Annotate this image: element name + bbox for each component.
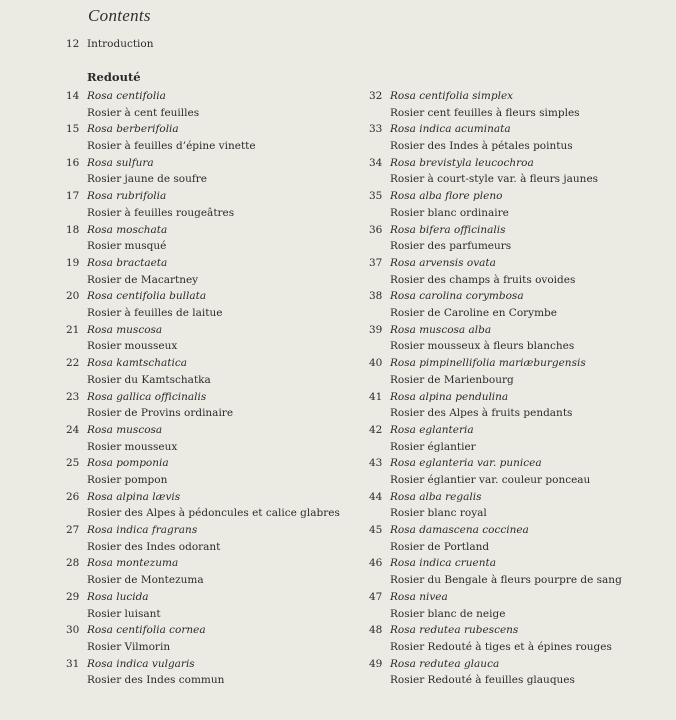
toc-column-left <box>66 88 340 689</box>
page-number: 27 <box>66 524 80 537</box>
toc-entry-latin-line <box>66 355 340 372</box>
toc-entry-latin-line <box>369 255 622 272</box>
toc-column-right <box>369 88 622 689</box>
toc-entry-latin-line <box>369 188 622 205</box>
latin-name: Rosa alba flore pleno <box>390 190 503 203</box>
latin-name: Rosa centifolia bullata <box>87 290 207 303</box>
common-name: Rosier du Bengale à fleurs pourpre de sang <box>390 574 622 587</box>
page-number: 31 <box>66 657 80 670</box>
latin-name: Rosa lucida <box>87 590 149 603</box>
page-number: 30 <box>66 624 80 637</box>
common-name: Rosier des Indes commun <box>87 674 225 687</box>
toc-entry-latin-line <box>369 389 622 406</box>
toc-entry[interactable] <box>369 222 622 255</box>
toc-entry[interactable] <box>369 389 622 422</box>
toc-entry-latin-line <box>369 121 622 138</box>
section-heading: Redouté <box>87 70 141 84</box>
latin-name: Rosa gallica officinalis <box>87 390 207 403</box>
toc-entry-latin-line <box>66 188 340 205</box>
common-name: Rosier des Indes odorant <box>87 540 221 553</box>
toc-entry[interactable] <box>66 222 340 255</box>
toc-entry[interactable] <box>66 589 340 622</box>
common-name: Rosier mousseux <box>87 440 178 453</box>
latin-name: Rosa moschata <box>87 223 168 236</box>
page-number: 25 <box>66 457 80 470</box>
common-name: Rosier à court-style var. à fleurs jaunes <box>390 173 599 186</box>
toc-entry[interactable] <box>66 322 340 355</box>
toc-entry-latin-line <box>66 489 340 506</box>
toc-entry-latin-line <box>66 121 340 138</box>
toc-entry[interactable] <box>369 656 622 689</box>
toc-entry[interactable] <box>369 489 622 522</box>
latin-name: Rosa indica vulgaris <box>87 657 195 670</box>
latin-name: Rosa alpina lævis <box>87 490 181 503</box>
toc-entry-latin-line <box>369 355 622 372</box>
latin-name: Rosa pimpinellifolia mariæburgensis <box>390 357 586 370</box>
page-number: 44 <box>369 490 383 503</box>
toc-entry[interactable] <box>369 355 622 388</box>
toc-entry-latin-line <box>66 455 340 472</box>
toc-entry-latin-line <box>369 322 622 339</box>
page-number: 17 <box>66 190 80 203</box>
latin-name: Rosa alpina pendulina <box>390 390 509 403</box>
toc-entry[interactable] <box>66 188 340 221</box>
latin-name: Rosa muscosa <box>87 323 163 336</box>
toc-entry[interactable] <box>66 489 340 522</box>
page-number: 36 <box>369 223 383 236</box>
latin-name: Rosa centifolia <box>87 90 166 102</box>
toc-entry-latin-line <box>66 322 340 339</box>
toc-entry-latin-line <box>369 422 622 439</box>
common-name: Rosier de Montezuma <box>87 574 204 587</box>
page-title: Contents <box>88 6 151 25</box>
common-name: Rosier à feuilles rougeâtres <box>87 206 235 219</box>
toc-entry-latin-line <box>369 222 622 239</box>
page-number: 24 <box>66 423 80 436</box>
common-name: Rosier du Kamtschatka <box>87 373 211 386</box>
page-number: 45 <box>369 524 383 537</box>
latin-name: Rosa centifolia simplex <box>390 90 514 102</box>
page-number: 16 <box>66 156 80 169</box>
page-number: 19 <box>66 256 80 269</box>
latin-name: Rosa redutea rubescens <box>390 624 519 637</box>
toc-entry[interactable] <box>369 155 622 188</box>
toc-entry[interactable] <box>66 155 340 188</box>
latin-name: Rosa damascena coccinea <box>390 524 529 537</box>
page-number: 23 <box>66 390 80 403</box>
latin-name: Rosa carolina corymbosa <box>390 290 524 303</box>
page-number: 38 <box>369 290 383 303</box>
toc-entry[interactable] <box>66 555 340 588</box>
page-number: 18 <box>66 223 80 236</box>
page-number: 22 <box>66 357 80 370</box>
toc-entry[interactable] <box>369 121 622 154</box>
toc-entry-latin-line <box>66 622 340 639</box>
latin-name: Rosa alba regalis <box>390 490 482 503</box>
common-name: Rosier luisant <box>87 607 161 620</box>
common-name: Rosier blanc de neige <box>390 607 506 620</box>
common-name: Rosier Vilmorin <box>87 640 171 653</box>
toc-intro-entry[interactable] <box>66 38 154 50</box>
page-number: 49 <box>369 657 383 670</box>
latin-name: Rosa bractaeta <box>87 256 168 269</box>
toc-entry[interactable] <box>369 555 622 588</box>
common-name: Rosier à feuilles d’épine vinette <box>87 140 256 153</box>
latin-name: Rosa sulfura <box>87 156 154 169</box>
toc-entry-latin-line <box>66 589 340 606</box>
latin-name: Rosa indica cruenta <box>390 557 497 570</box>
page-number: 35 <box>369 190 383 203</box>
common-name: Rosier des Alpes à fruits pendants <box>390 407 573 420</box>
toc-entry-latin-line <box>66 88 340 105</box>
toc-entry-latin-line <box>369 489 622 506</box>
common-name: Rosier de Provins ordinaire <box>87 407 234 420</box>
toc-entry-latin-line <box>66 522 340 539</box>
toc-entry[interactable] <box>66 422 340 455</box>
common-name: Rosier des Alpes à pédoncules et calice glabres <box>87 507 340 520</box>
page-number: 32 <box>369 90 383 102</box>
toc-entry-latin-line <box>66 389 340 406</box>
page-number: 43 <box>369 457 383 470</box>
latin-name: Rosa nivea <box>390 590 448 603</box>
latin-name: Rosa centifolia cornea <box>87 624 206 637</box>
toc-entry-latin-line <box>369 288 622 305</box>
common-name: Rosier mousseux <box>87 340 178 353</box>
page-number: 29 <box>66 590 80 603</box>
common-name: Rosier Redouté à tiges et à épines rouges <box>390 640 612 653</box>
toc-entry-latin-line <box>369 155 622 172</box>
toc-entry[interactable] <box>66 88 340 121</box>
toc-entry-latin-line <box>369 455 622 472</box>
page-number: 20 <box>66 290 80 303</box>
latin-name: Rosa eglanteria <box>390 423 474 436</box>
common-name: Rosier blanc ordinaire <box>390 206 509 219</box>
toc-entry[interactable] <box>369 322 622 355</box>
toc-entry[interactable] <box>369 622 622 655</box>
toc-entry-latin-line <box>369 555 622 572</box>
page-number: 33 <box>369 123 383 136</box>
toc-entry-latin-line <box>66 155 340 172</box>
common-name: Rosier de Marienbourg <box>390 373 514 386</box>
common-name: Rosier églantier <box>390 440 476 453</box>
toc-entry[interactable] <box>369 455 622 488</box>
latin-name: Rosa pomponia <box>87 457 169 470</box>
common-name: Rosier des Indes à pétales pointus <box>390 140 573 153</box>
common-name: Rosier de Portland <box>390 540 490 553</box>
page-number: 39 <box>369 323 383 336</box>
latin-name: Rosa montezuma <box>87 557 179 570</box>
toc-entry[interactable] <box>369 422 622 455</box>
page-number: 15 <box>66 123 80 136</box>
page-number: 48 <box>369 624 383 637</box>
common-name: Rosier à cent feuilles <box>87 106 200 119</box>
page-number: 26 <box>66 490 80 503</box>
common-name: Rosier des champs à fruits ovoides <box>390 273 576 286</box>
page-number: 40 <box>369 357 383 370</box>
common-name: Rosier églantier var. couleur ponceau <box>390 473 591 486</box>
toc-entry[interactable] <box>66 355 340 388</box>
common-name: Rosier blanc royal <box>390 507 487 520</box>
latin-name: Rosa redutea glauca <box>390 657 500 670</box>
toc-entry-latin-line <box>66 222 340 239</box>
latin-name: Rosa muscosa <box>87 423 163 436</box>
toc-entry-latin-line <box>66 656 340 673</box>
toc-entry-latin-line <box>66 555 340 572</box>
toc-entry[interactable] <box>369 188 622 221</box>
page-number: 12 <box>66 38 80 50</box>
common-name: Rosier mousseux à fleurs blanches <box>390 340 575 353</box>
toc-entry[interactable] <box>369 255 622 288</box>
toc-entry[interactable] <box>66 121 340 154</box>
common-name: Rosier à feuilles de laitue <box>87 307 223 320</box>
latin-name: Rosa bifera officinalis <box>390 223 506 236</box>
common-name: Rosier pompon <box>87 473 168 486</box>
toc-entry-latin-line <box>369 589 622 606</box>
page-number: 42 <box>369 423 383 436</box>
toc-entry[interactable] <box>369 522 622 555</box>
latin-name: Rosa indica fragrans <box>87 524 198 537</box>
common-name: Rosier de Caroline en Corymbe <box>390 307 557 320</box>
toc-entry-latin-line <box>369 656 622 673</box>
page-number: 46 <box>369 557 383 570</box>
toc-entry-latin-line <box>369 88 622 105</box>
page-number: 28 <box>66 557 80 570</box>
latin-name: Rosa kamtschatica <box>87 357 188 370</box>
latin-name: Rosa arvensis ovata <box>390 256 496 269</box>
page-number: 34 <box>369 156 383 169</box>
toc-entry-latin-line <box>369 522 622 539</box>
toc-entry[interactable] <box>369 288 622 321</box>
common-name: Rosier des parfumeurs <box>390 240 512 253</box>
entry-label: Introduction <box>87 38 154 50</box>
page-number: 41 <box>369 390 383 403</box>
common-name: Rosier Redouté à feuilles glauques <box>390 674 575 687</box>
page-number: 21 <box>66 323 80 336</box>
toc-entry-latin-line <box>66 288 340 305</box>
latin-name: Rosa indica acuminata <box>390 123 511 136</box>
common-name: Rosier musqué <box>87 240 167 253</box>
toc-entry[interactable] <box>369 88 622 121</box>
latin-name: Rosa berberifolia <box>87 123 179 136</box>
toc-entry[interactable] <box>66 522 340 555</box>
toc-entry[interactable] <box>66 622 340 655</box>
latin-name: Rosa muscosa alba <box>390 323 492 336</box>
toc-entry[interactable] <box>66 455 340 488</box>
page-number: 47 <box>369 590 383 603</box>
toc-entry[interactable] <box>66 288 340 321</box>
toc-entry[interactable] <box>369 589 622 622</box>
toc-entry-latin-line <box>369 622 622 639</box>
common-name: Rosier de Macartney <box>87 273 199 286</box>
page-number: 37 <box>369 256 383 269</box>
common-name: Rosier cent feuilles à fleurs simples <box>390 106 580 119</box>
common-name: Rosier jaune de soufre <box>87 173 208 186</box>
page-number: 14 <box>66 90 80 102</box>
toc-entry[interactable] <box>66 389 340 422</box>
latin-name: Rosa rubrifolia <box>87 190 167 203</box>
latin-name: Rosa eglanteria var. punicea <box>390 457 542 470</box>
toc-entry-latin-line <box>66 255 340 272</box>
toc-entry[interactable] <box>66 255 340 288</box>
latin-name: Rosa brevistyla leucochroa <box>390 156 534 169</box>
toc-entry[interactable] <box>66 656 340 689</box>
toc-entry-latin-line <box>66 422 340 439</box>
